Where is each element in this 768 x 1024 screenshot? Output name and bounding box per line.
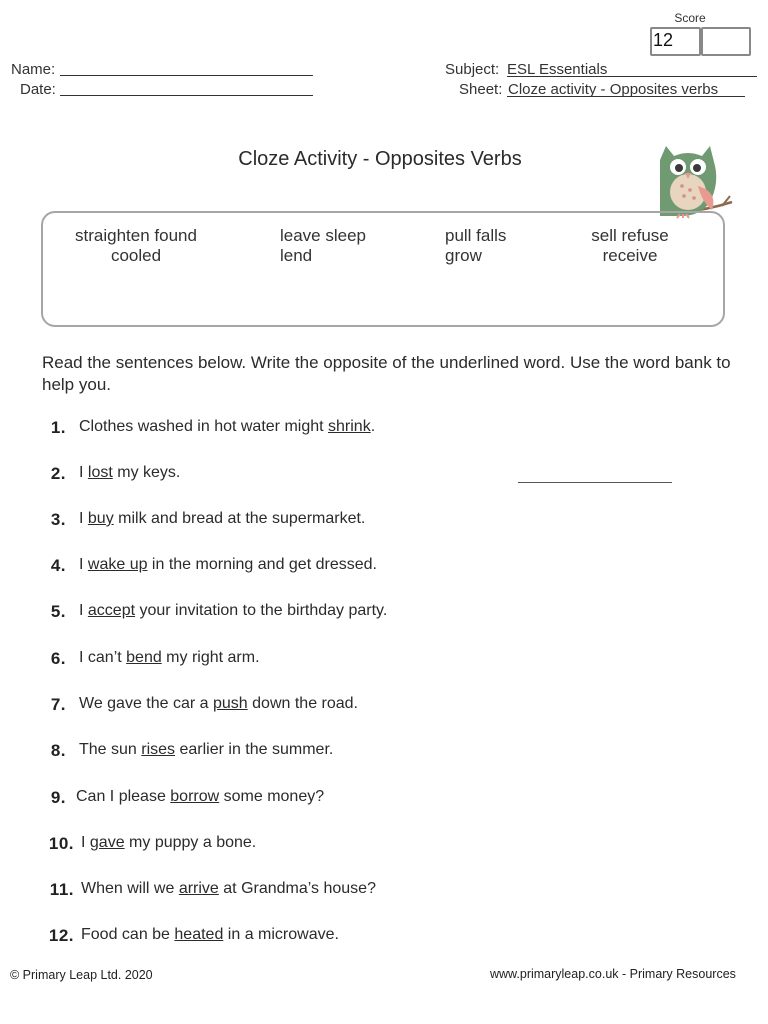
word-bank-word: lend: [280, 246, 313, 265]
underlined-word: borrow: [170, 788, 220, 805]
date-label: Date:: [20, 81, 56, 98]
word-bank-column: [445, 226, 506, 266]
question-text: Can I please borrow some money?: [76, 788, 325, 805]
score-value: 12: [653, 30, 674, 50]
underlined-word: wake up: [87, 556, 148, 573]
word-bank-column: [580, 226, 680, 266]
date-field[interactable]: [60, 95, 313, 96]
name-label: Name:: [11, 61, 56, 78]
question-number: 11.: [49, 880, 74, 899]
score-input[interactable]: [650, 27, 701, 56]
word-bank-word: sell refuse: [591, 226, 669, 245]
question-number: 1.: [50, 418, 66, 437]
question-text: I can’t bend my right arm.: [79, 649, 260, 666]
question-number: 8.: [50, 741, 66, 760]
underlined-word: arrive: [178, 880, 219, 897]
underlined-word: push: [213, 695, 248, 712]
sheet-value: Cloze activity - Opposites verbs: [508, 81, 719, 98]
sheet-field[interactable]: [507, 96, 745, 97]
question-text: I gave my puppy a bone.: [81, 834, 257, 851]
question-number: 5.: [50, 602, 66, 621]
subject-label: Subject:: [445, 61, 500, 78]
word-bank-word: straighten found: [75, 226, 197, 245]
word-bank-column: [280, 226, 366, 266]
subject-field[interactable]: [507, 76, 757, 77]
question-text: I accept your invitation to the birthday party.: [79, 602, 388, 619]
question-text: I buy milk and bread at the supermarket.: [79, 510, 366, 527]
word-bank-word: cooled: [110, 246, 162, 265]
question-text: I lost my keys.: [79, 464, 181, 481]
sheet-label: Sheet:: [459, 81, 503, 98]
word-bank-column: [60, 226, 212, 266]
question-number: 12.: [48, 926, 74, 945]
instructions: Read the sentences below. Write the opposite of the underlined word. Use the word bank to help you.: [42, 353, 731, 394]
underlined-word: rises: [141, 741, 176, 758]
question-number: 9.: [50, 788, 66, 807]
question-number: 7.: [50, 695, 66, 714]
word-bank-word: pull falls: [445, 226, 507, 245]
question-text: We gave the car a push down the road.: [79, 695, 358, 712]
question-text: Clothes washed in hot water might shrink.: [79, 418, 376, 435]
underlined-word: bend: [126, 649, 162, 666]
question-text: Food can be heated in a microwave.: [81, 926, 339, 943]
subject-value: ESL Essentials: [507, 61, 608, 78]
question-number: 2.: [50, 464, 66, 483]
underlined-word: shrink: [328, 418, 371, 435]
score-total-box[interactable]: [701, 27, 751, 56]
question-number: 3.: [50, 510, 66, 529]
question-number: 4.: [50, 556, 66, 575]
underlined-word: accept: [87, 602, 136, 619]
word-bank-word: leave sleep: [280, 226, 367, 245]
answer-line[interactable]: [518, 482, 672, 483]
underlined-word: heated: [174, 926, 224, 943]
page-title: Cloze Activity - Opposites Verbs: [238, 148, 522, 170]
footer-copyright: © Primary Leap Ltd. 2020: [10, 968, 153, 982]
footer-website-link[interactable]: www.primaryleap.co.uk - Primary Resources: [490, 967, 736, 981]
score-label: Score: [674, 11, 706, 25]
underlined-word: gave: [89, 834, 125, 851]
word-bank-word: grow: [445, 246, 482, 265]
name-field[interactable]: [60, 75, 313, 76]
underlined-word: buy: [87, 510, 114, 527]
question-number: 10.: [48, 834, 74, 853]
question-number: 6.: [50, 649, 66, 668]
question-text: When will we arrive at Grandma’s house?: [81, 880, 376, 897]
question-text: The sun rises earlier in the summer.: [79, 741, 334, 758]
underlined-word: lost: [87, 464, 113, 481]
word-bank-word: receive: [602, 246, 658, 265]
question-text: I wake up in the morning and get dressed.: [79, 556, 377, 573]
